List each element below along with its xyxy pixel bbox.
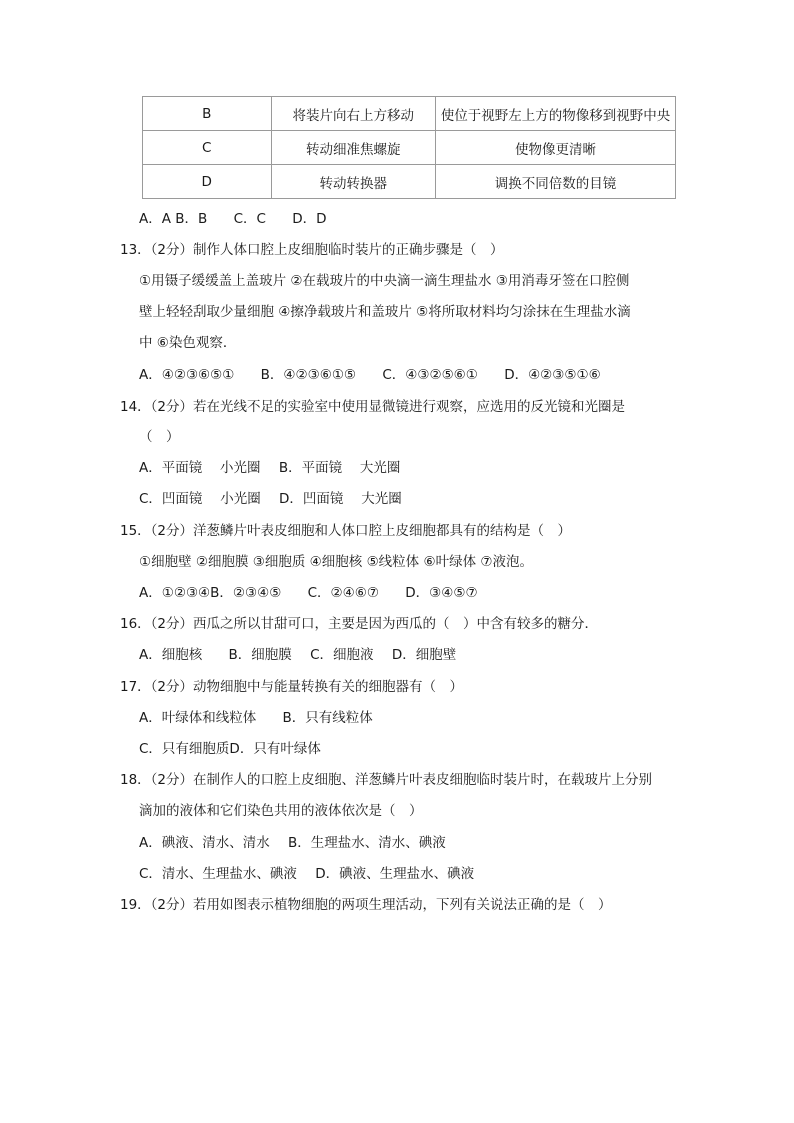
q15-option-d: D．③④⑤⑦ [405,585,478,601]
q17-option-cd: C．只有细胞质D．只有叶绿体 [139,741,321,757]
q15-stem: 15．（2分）洋葱鳞片叶表皮细胞和人体口腔上皮细胞都具有的结构是（ ） [120,523,572,539]
q19-stem: 19．（2分）若用如图表示植物细胞的两项生理活动，下列有关说法正确的是（ ） [120,897,612,913]
q16-option-c: C．细胞液 [310,647,374,663]
table-row [143,97,676,131]
table-cell: 调换不同倍数的目镜 [435,165,675,199]
q13-option-a: A．④②③⑥⑤① [139,367,235,383]
table-cell: 转动转换器 [271,165,435,199]
table-row [143,165,676,199]
q13-body-line: 壁上轻轻刮取少量细胞 ④擦净载玻片和盖玻片 ⑤将所取材料均匀涂抹在生理盐水滴 [139,304,631,320]
table-cell: 将装片向右上方移动 [271,97,435,131]
q14-option-b: B．平面镜 大光圈 [278,460,401,476]
table-cell: 使物像更清晰 [435,131,675,165]
q16-option-b: B．细胞膜 [228,647,292,663]
q14-option-d: D．凹面镜 大光圈 [279,491,402,507]
q17-options-row [139,739,321,759]
q15-body: ①细胞壁 ②细胞膜 ③细胞质 ④细胞核 ⑤线粒体 ⑥叶绿体 ⑦液泡。 [139,554,533,570]
q13-options [139,365,601,385]
table-cell: 使位于视野左上方的物像移到视野中央 [435,97,675,131]
q13-option-c: C．④③②⑤⑥① [382,367,478,383]
q16-option-a: A．细胞核 [139,647,203,663]
q14-option-c: C．凹面镜 小光圈 [139,491,261,507]
q17-options-row [139,708,373,728]
q18-option-d: D．碘液、生理盐水、碘液 [315,866,475,882]
q15-option-ab: A．①②③④B．②③④⑤ [139,585,282,601]
q12-option-c: C．C [233,211,266,227]
q18-option-b: B．生理盐水、清水、碘液 [288,835,446,851]
q13-option-d: D．④②③⑤①⑥ [504,367,601,383]
table-cell: C [143,131,272,165]
q18-stem-cont: 滴加的液体和它们染色共用的液体依次是（ ） [139,803,423,819]
q13-body-line: ①用镊子缓缓盖上盖玻片 ②在载玻片的中央滴一滴生理盐水 ③用消毒牙签在口腔侧 [139,273,630,289]
q14-options-row [139,489,402,509]
q14-stem-cont: （ ） [139,429,180,445]
q18-options-row [139,864,474,884]
table-row [143,131,676,165]
q13-body-line: 中 ⑥染色观察． [139,335,237,351]
q14-options-row [139,458,400,478]
q18-option-a: A．碘液、清水、清水 [139,835,270,851]
q16-option-d: D．细胞壁 [391,647,457,663]
q13-stem: 13．（2分）制作人体口腔上皮细胞临时装片的正确步骤是（ ） [120,242,504,258]
q12-option-d: D．D [292,211,327,227]
table-cell: 转动细准焦螺旋 [271,131,435,165]
q14-stem: 14．（2分）若在光线不足的实验室中使用显微镜进行观察，应选用的反光镜和光圈是 [120,399,626,415]
q18-options-row [139,833,446,853]
q14-option-a: A．平面镜 小光圈 [139,460,261,476]
q17-option-b: B．只有线粒体 [282,710,373,726]
q17-option-a: A．叶绿体和线粒体 [139,710,257,726]
answer-table [142,96,676,199]
q15-options [139,583,478,603]
table-cell: D [143,165,272,199]
table-cell: B [143,97,272,131]
q18-stem: 18．（2分）在制作人的口腔上皮细胞、洋葱鳞片叶表皮细胞临时装片时，在载玻片上分别 [120,772,653,788]
q17-stem: 17．（2分）动物细胞中与能量转换有关的细胞器有（ ） [120,679,464,695]
q16-options [139,645,456,665]
q18-option-c: C．清水、生理盐水、碘液 [139,866,297,882]
q16-stem: 16．（2分）西瓜之所以甘甜可口，主要是因为西瓜的（ ）中含有较多的糖分． [120,616,599,632]
q13-option-b: B．④②③⑥①⑤ [260,367,357,383]
q12-option-ab: A．A B．B [139,211,208,227]
q12-options [139,209,327,229]
q15-option-c: C．②④⑥⑦ [307,585,379,601]
